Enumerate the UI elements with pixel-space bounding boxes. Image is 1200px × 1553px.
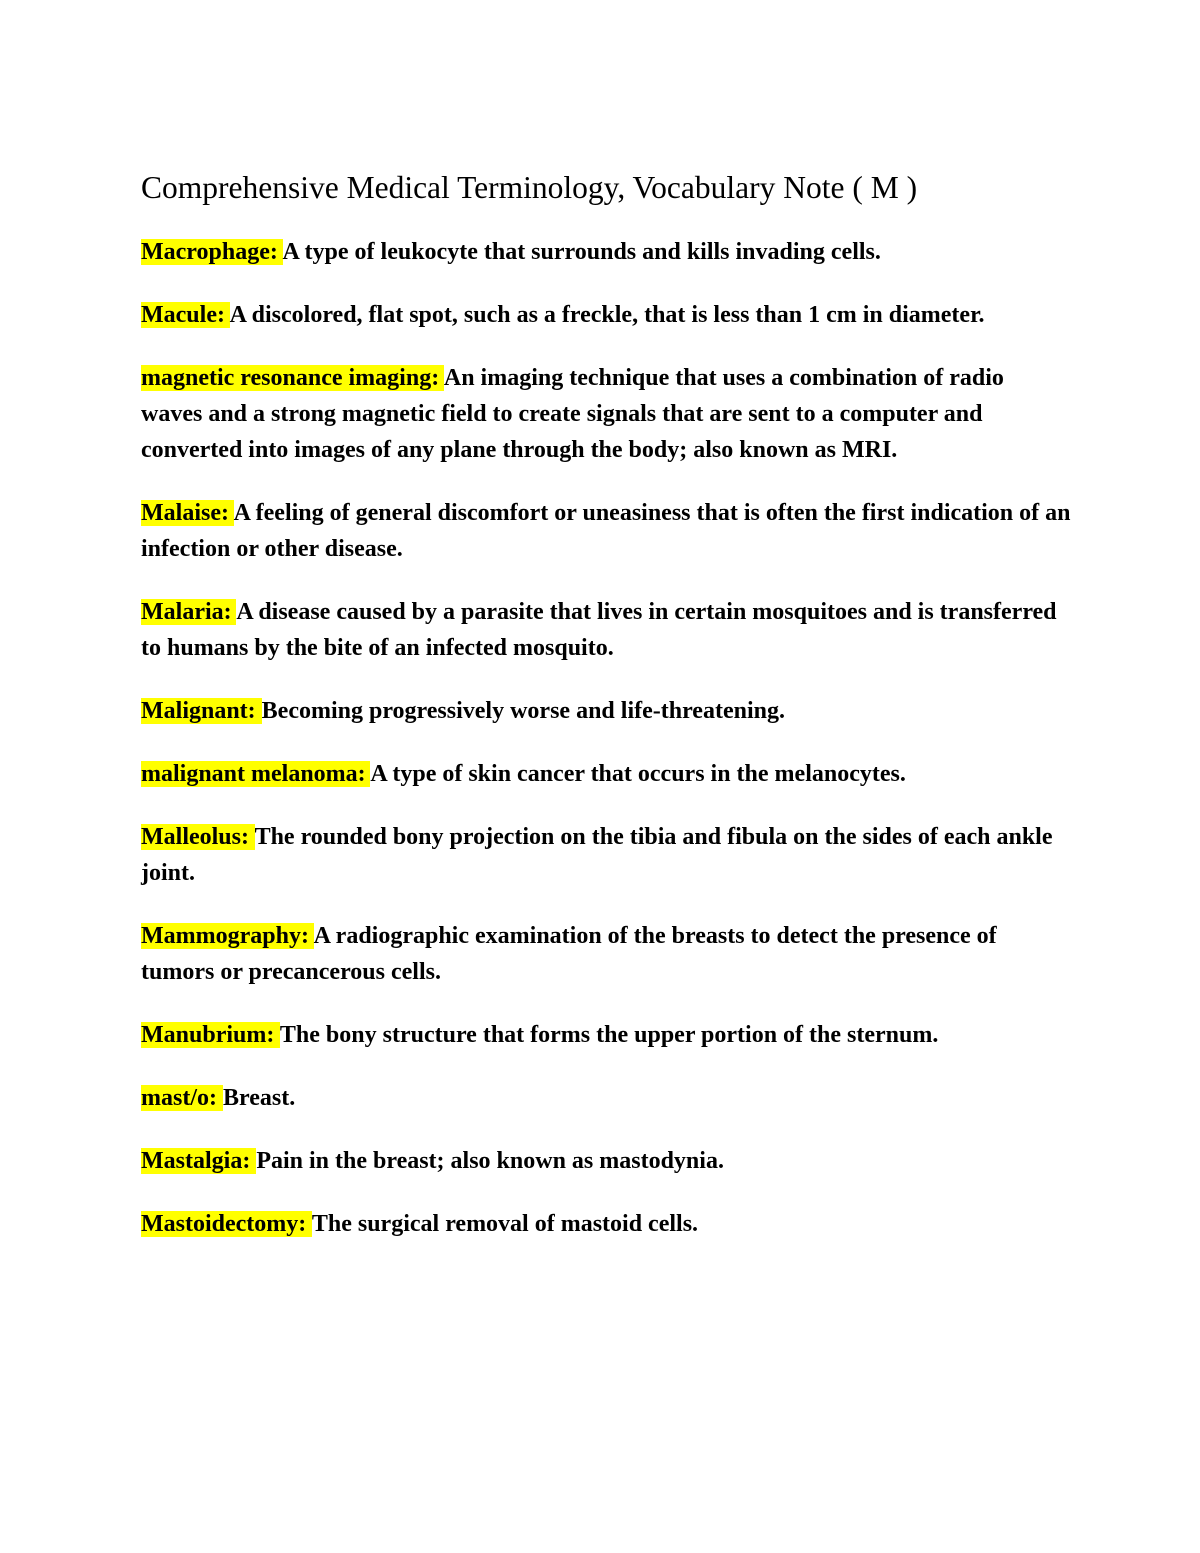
glossary-entry [141,297,1071,333]
document-page [141,166,1071,1269]
glossary-definition: A radiographic examination of the breasts to detect the presence of tumors or precancerous cells. [141,923,997,985]
glossary-term: mast/o: [141,1085,223,1111]
glossary-term: magnetic resonance imaging: [141,365,444,391]
glossary-definition: The rounded bony projection on the tibia and fibula on the sides of each ankle joint. [141,824,1053,886]
glossary-definition: A type of skin cancer that occurs in the melanocytes. [370,761,906,787]
glossary-definition: Becoming progressively worse and life-threatening. [261,698,785,724]
glossary-entry [141,1080,1071,1116]
glossary-definition: The bony structure that forms the upper portion of the sternum. [279,1022,939,1048]
glossary-definition: An imaging technique that uses a combination of radio waves and a strong magnetic field to create signals that are sent to a computer and converted into images of any plane through the body; also known as MRI. [141,365,1004,463]
glossary-definition: A type of leukocyte that surrounds and kills invading cells. [282,239,881,265]
glossary-definition: Pain in the breast; also known as mastodynia. [256,1148,724,1174]
glossary-term: Manubrium: [141,1022,280,1048]
glossary-entry [141,360,1071,468]
glossary-definition: The surgical removal of mastoid cells. [311,1211,699,1237]
glossary-entry [141,819,1071,891]
document-title: Comprehensive Medical Terminology, Vocabulary Note ( M ) [141,170,918,205]
glossary-term: Malleolus: [141,824,255,850]
glossary-term: Mastalgia: [141,1148,257,1174]
glossary-term: Macule: [141,302,230,328]
glossary-entry [141,594,1071,666]
glossary-term: Malignant: [141,698,262,724]
glossary-term: Mammography: [141,923,314,949]
glossary-definition: A discolored, flat spot, such as a freckle, that is less than 1 cm in diameter. [229,302,985,328]
glossary-term: Malaise: [141,500,234,526]
glossary-definition: Breast. [222,1085,296,1111]
glossary-entry [141,693,1071,729]
glossary-entry [141,495,1071,567]
glossary-entry [141,1206,1071,1242]
glossary-entry [141,234,1071,270]
glossary-entry [141,1143,1071,1179]
glossary-entry [141,1017,1071,1053]
glossary-definition: A disease caused by a parasite that lives in certain mosquitoes and is transferred to humans by the bite of an infected mosquito. [141,599,1057,661]
glossary-term: malignant melanoma: [141,761,371,787]
glossary-term: Macrophage: [141,239,283,265]
glossary-entry [141,918,1071,990]
glossary-definition: A feeling of general discomfort or uneasiness that is often the first indication of an infection or other disease. [141,500,1071,562]
glossary-term: Mastoidectomy: [141,1211,312,1237]
glossary-term: Malaria: [141,599,237,625]
glossary-entry [141,756,1071,792]
